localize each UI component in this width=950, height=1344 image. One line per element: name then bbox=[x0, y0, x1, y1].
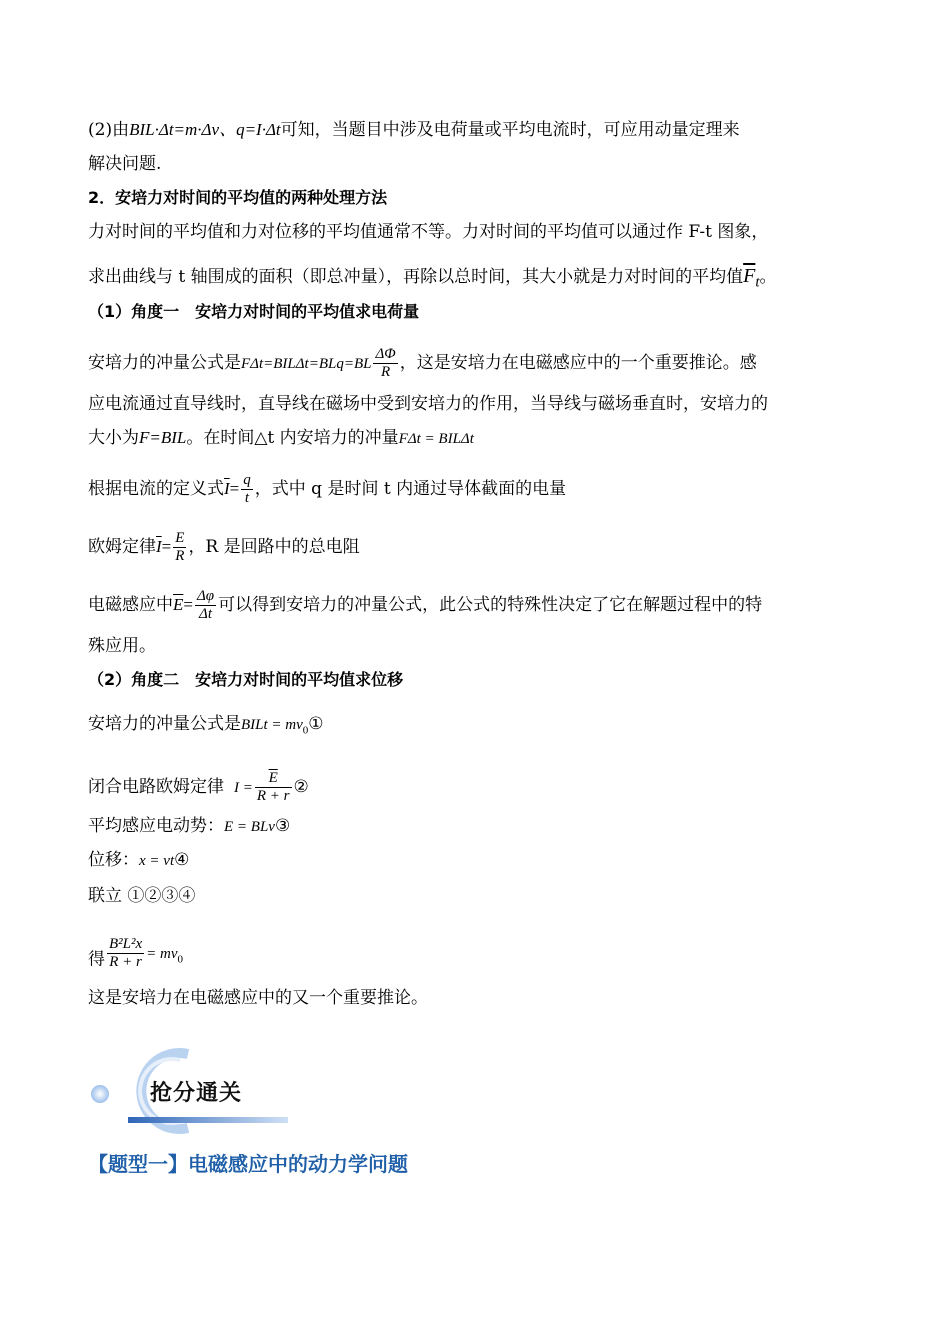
result-num: B²L²x bbox=[109, 936, 143, 952]
average-force-symbol: $\overline{F}$ bbox=[743, 265, 756, 287]
intro-suffix: 可知，当题目中涉及电荷量或平均电流时，可应用动量定理来 bbox=[280, 120, 740, 140]
avg-emf-equation: E = BLv bbox=[224, 819, 275, 835]
flux-fraction-num: ΔΦ bbox=[375, 346, 396, 362]
section-2-para-end: 。 bbox=[759, 267, 777, 287]
badge-dot bbox=[91, 1085, 109, 1103]
emf-fraction bbox=[195, 588, 216, 623]
mark-2: ② bbox=[293, 777, 309, 797]
section-2-para-line-1: 力对时间的平均值和力对位移的平均值通常不等。力对时间的平均值可以通过作 F-t 图象， bbox=[88, 222, 769, 242]
angle-2-line-2 bbox=[88, 770, 309, 805]
momentum-equation: BILt = mv bbox=[241, 717, 303, 733]
section-2-para-text: 求出曲线与 t 轴围成的面积（即总冲量），再除以总时间，其大小就是力对时间的平均值 bbox=[88, 267, 744, 287]
angle-2-title: （2）角度二 安培力对时间的平均值求位移 bbox=[88, 670, 404, 689]
current-fraction bbox=[241, 472, 253, 507]
angle-1-line-6: 电磁感应中$\overline{E}=$ $\frac{\Delta\varphi}{\Delta t}$ 可以得到安培力的冲量公式，此公式的特殊性决定了它在解题过程中的特 bbox=[88, 588, 763, 622]
angle-1-line-7: 殊应用。 bbox=[88, 636, 156, 656]
ohm-current-symbol: $\overline{I}$ bbox=[156, 537, 162, 556]
ohm-fraction-num: E bbox=[175, 530, 185, 546]
average-force-subscript: t bbox=[755, 274, 760, 291]
displacement-equation: x = vt bbox=[139, 853, 175, 869]
avg-emf-prefix: 平均感应电动势： bbox=[88, 816, 224, 836]
closed-circuit-den: R + r bbox=[256, 788, 290, 804]
angle-1-l3-prefix: 大小为 bbox=[88, 428, 139, 448]
angle-1-line-4: 根据电流的定义式$\overline{I}=$ $\frac{q}{t}$ ，式中 q 是时间 t 内通过导体截面的电量 bbox=[88, 472, 567, 506]
ohm-suffix: ，R 是回路中的总电阻 bbox=[188, 537, 360, 557]
current-fraction-den: t bbox=[244, 490, 250, 506]
result-subscript: 0 bbox=[177, 953, 184, 966]
mark-4: ④ bbox=[174, 850, 190, 870]
current-def-prefix: 根据电流的定义式 bbox=[88, 479, 224, 499]
intro-line-2: 解决问题. bbox=[88, 154, 162, 174]
closed-circuit-num: $\overline{E}$ bbox=[255, 770, 292, 788]
closed-circuit-fraction bbox=[255, 770, 292, 805]
avg-current-symbol: $\overline{I}$ bbox=[224, 479, 230, 498]
angle-1-line-1 bbox=[88, 346, 757, 381]
angle-1-line-2: 应电流通过直导线时，直导线在磁场中受到安培力的作用，当导线与磁场垂直时，安培力的 bbox=[88, 394, 768, 414]
angle-2-line-7: 这是安培力在电磁感应中的又一个重要推论。 bbox=[88, 988, 428, 1008]
angle-2-line-5: 联立 ①②③④ bbox=[88, 886, 196, 906]
angle-1-l3-mid: 。在时间△t 内安培力的冲量 bbox=[186, 428, 399, 448]
angle-1-line-3 bbox=[88, 426, 474, 451]
badge-underline bbox=[128, 1117, 288, 1123]
emf-fraction-num: Δφ bbox=[196, 588, 215, 604]
flux-fraction bbox=[373, 346, 397, 381]
flux-fraction-den: R bbox=[381, 364, 391, 380]
angle-1-suffix: ，这是安培力在电磁感应中的一个重要推论。感 bbox=[399, 353, 757, 373]
badge-text: 抢分通关 bbox=[150, 1081, 243, 1106]
section-2-para-line-2 bbox=[88, 264, 777, 294]
angle-2-line-4 bbox=[88, 848, 189, 873]
mark-1: ① bbox=[308, 714, 324, 734]
mark-3: ③ bbox=[274, 816, 291, 836]
question-type-heading: 【题型一】电磁感应中的动力学问题 bbox=[88, 1152, 408, 1176]
angle-2-prefix: 安培力的冲量公式是 bbox=[88, 714, 241, 734]
result-fraction bbox=[107, 936, 144, 971]
intro-line-1 bbox=[88, 118, 740, 142]
intro-equation: BIL·Δt=m·Δv、q=I·Δt bbox=[129, 120, 281, 139]
emf-prefix: 电磁感应中 bbox=[88, 595, 173, 615]
closed-circuit-prefix: 闭合电路欧姆定律 bbox=[88, 777, 224, 797]
momentum-subscript: 0 bbox=[302, 724, 309, 737]
current-def-suffix: ，式中 q 是时间 t 内通过导体截面的电量 bbox=[254, 479, 567, 499]
angle-1-line-5: 欧姆定律$\overline{I}=$ $\frac{E}{R}$ ，R 是回路中的总电阻 bbox=[88, 530, 360, 564]
closed-circuit-lhs: I = bbox=[234, 780, 253, 796]
angle-1-title: （1）角度一 安培力对时间的平均值求电荷量 bbox=[88, 302, 420, 321]
ohm-prefix: 欧姆定律 bbox=[88, 537, 156, 557]
angle-1-prefix: 安培力的冲量公式是 bbox=[88, 353, 241, 373]
angle-2-line-6 bbox=[88, 936, 183, 971]
intro-prefix: (2)由 bbox=[88, 120, 130, 140]
emf-fraction-den: Δt bbox=[199, 606, 213, 622]
result-den: R + r bbox=[109, 954, 142, 970]
current-fraction-num: q bbox=[243, 472, 251, 488]
section-2-title: 2．安培力对时间的平均值的两种处理方法 bbox=[88, 188, 388, 207]
emf-suffix: 可以得到安培力的冲量公式，此公式的特殊性决定了它在解题过程中的特 bbox=[218, 595, 763, 615]
force-equation: F=BIL bbox=[139, 428, 187, 447]
ohm-fraction-den: R bbox=[175, 548, 185, 564]
ohm-fraction bbox=[173, 530, 186, 565]
impulse-equation-2: FΔt = BILΔt bbox=[398, 431, 474, 447]
result-rhs: = mv bbox=[146, 946, 178, 962]
angle-2-line-3 bbox=[88, 814, 290, 839]
angle-2-line-1 bbox=[88, 712, 324, 742]
impulse-equation: FΔt=BILΔt=BLq=BL bbox=[241, 356, 372, 372]
result-prefix: 得 bbox=[88, 949, 105, 970]
displacement-prefix: 位移： bbox=[88, 850, 139, 870]
section-badge bbox=[88, 1046, 298, 1136]
avg-emf-symbol: $\overline{E}$ bbox=[173, 595, 184, 614]
